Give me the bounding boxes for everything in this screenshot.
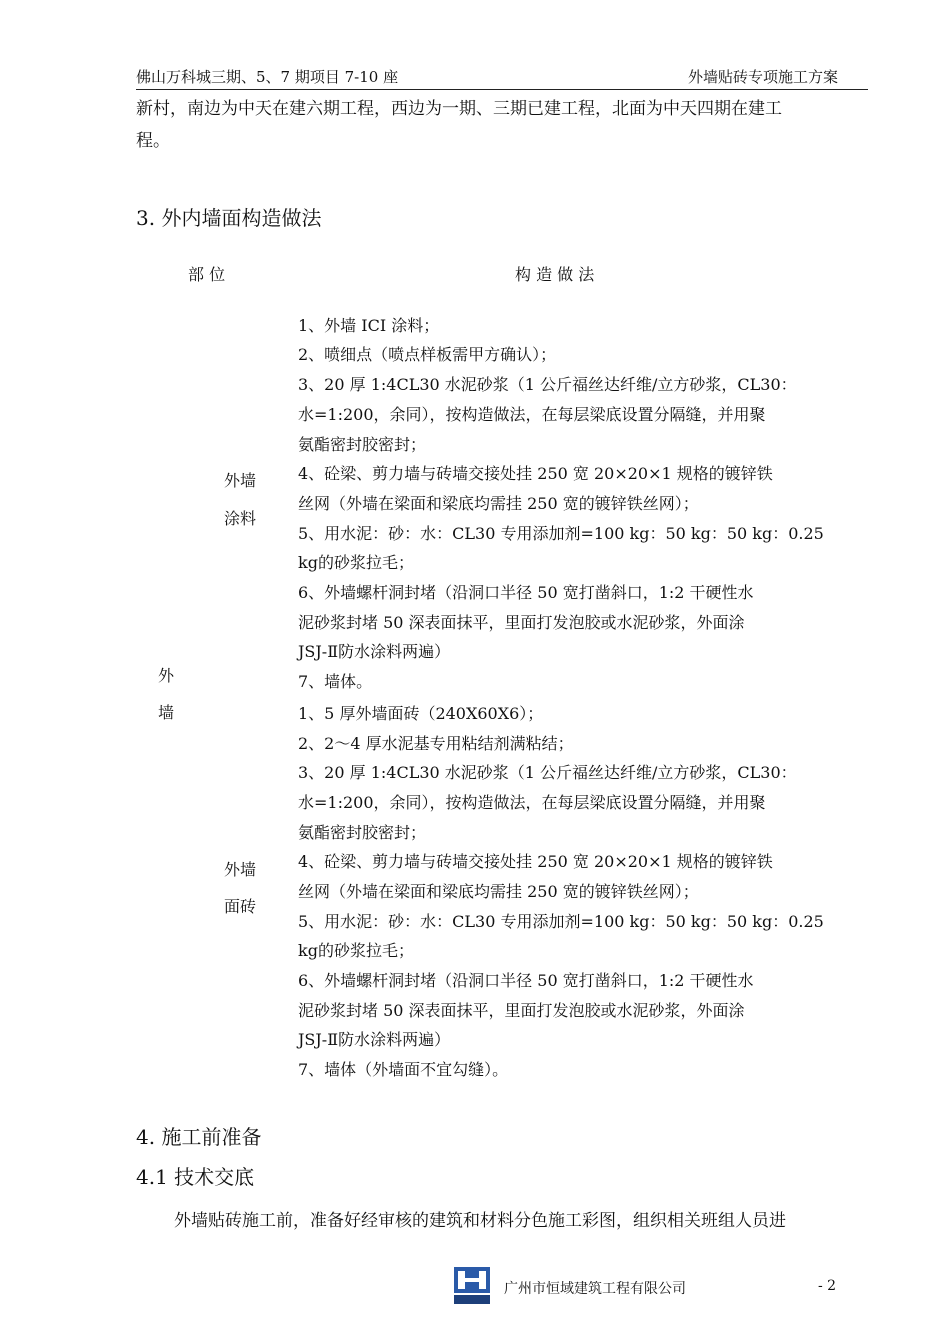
group-2-line: JSJ-Ⅱ防水涂料两遍） — [298, 1030, 451, 1049]
company-logo-mark — [452, 1263, 492, 1305]
section-4-1-heading: 4.1 技术交底 — [136, 1165, 255, 1189]
group-2-line: 7、墙体（外墙面不宜勾缝）。 — [298, 1060, 509, 1079]
column-header-method: 构 造 做 法 — [515, 265, 595, 284]
group-2-line: kg的砂浆拉毛； — [298, 941, 414, 960]
group-1-label-line-1: 外墙 — [224, 471, 257, 490]
group-1-line: JSJ-Ⅱ防水涂料两遍） — [298, 642, 451, 661]
part-label-char-2: 墙 — [158, 703, 175, 722]
group-1-line: 7、墙体。 — [298, 672, 373, 691]
intro-line-2: 程。 — [136, 131, 170, 151]
group-1-line: 氨酯密封胶密封； — [298, 435, 427, 454]
section-3-heading: 3. 外内墙面构造做法 — [136, 206, 322, 230]
group-1-line: 丝网（外墙在梁面和梁底均需挂 250 宽的镀锌铁丝网）； — [298, 494, 699, 513]
header-right: 外墙贴砖专项施工方案 — [688, 68, 839, 86]
footer-company: 广州市恒域建筑工程有限公司 — [504, 1281, 686, 1297]
group-2-line: 5、用水泥：砂：水：CL30 专用添加剂=100 kg：50 kg：50 kg：0.25 — [298, 912, 824, 931]
group-2-line: 氨酯密封胶密封； — [298, 823, 427, 842]
group-2-label-line-2: 面砖 — [224, 897, 257, 916]
footer-page-number: - 2 — [818, 1278, 837, 1294]
group-1-line: 3、20 厚 1:4CL30 水泥砂浆（1 公斤福丝达纤维/立方砂浆，CL30： — [298, 375, 797, 394]
group-1-line: kg的砂浆拉毛； — [298, 553, 414, 572]
group-2-label-line-1: 外墙 — [224, 860, 257, 879]
group-2-line: 丝网（外墙在梁面和梁底均需挂 250 宽的镀锌铁丝网）； — [298, 882, 699, 901]
group-2-line: 6、外墙螺杆洞封堵（沿洞口半径 50 宽打凿斜口，1:2 干硬性水 — [298, 971, 754, 990]
group-2-line: 2、2～4 厚水泥基专用粘结剂满粘结； — [298, 734, 574, 753]
group-2-line: 泥砂浆封堵 50 深表面抹平，里面打发泡胶或水泥砂浆，外面涂 — [298, 1001, 745, 1020]
group-2-line: 3、20 厚 1:4CL30 水泥砂浆（1 公斤福丝达纤维/立方砂浆，CL30： — [298, 763, 797, 782]
group-2-line: 1、5 厚外墙面砖（240X60X6）； — [298, 704, 544, 723]
intro-line-1: 新村，南边为中天在建六期工程，西边为一期、三期已建工程，北面为中天四期在建工 — [136, 99, 782, 119]
group-2-line: 4、砼梁、剪力墙与砖墙交接处挂 250 宽 20×20×1 规格的镀锌铁 — [298, 852, 773, 871]
company-logo — [452, 1263, 492, 1305]
section-4-heading: 4. 施工前准备 — [136, 1125, 262, 1149]
group-1-line: 1、外墙 ICI 涂料； — [298, 316, 440, 335]
group-1-line: 泥砂浆封堵 50 深表面抹平，里面打发泡胶或水泥砂浆，外面涂 — [298, 613, 745, 632]
group-1-line: 5、用水泥：砂：水：CL30 专用添加剂=100 kg：50 kg：50 kg：0.25 — [298, 524, 824, 543]
header-left: 佛山万科城三期、5、7 期项目 7-10 座 — [136, 68, 399, 86]
group-2-line: 水=1:200，余同），按构造做法，在每层梁底设置分隔缝，并用聚 — [298, 793, 766, 812]
part-label-char-1: 外 — [158, 666, 175, 685]
column-header-part: 部 位 — [188, 265, 226, 284]
group-1-line: 水=1:200，余同），按构造做法，在每层梁底设置分隔缝，并用聚 — [298, 405, 766, 424]
group-1-line: 6、外墙螺杆洞封堵（沿洞口半径 50 宽打凿斜口，1:2 干硬性水 — [298, 583, 754, 602]
group-1-label-line-2: 涂料 — [224, 509, 257, 528]
header-divider — [136, 89, 868, 90]
section-4-1-paragraph: 外墙贴砖施工前，准备好经审核的建筑和材料分色施工彩图，组织相关班组人员进 — [174, 1211, 786, 1231]
group-1-line: 2、喷细点（喷点样板需甲方确认）； — [298, 345, 557, 364]
group-1-line: 4、砼梁、剪力墙与砖墙交接处挂 250 宽 20×20×1 规格的镀锌铁 — [298, 464, 773, 483]
